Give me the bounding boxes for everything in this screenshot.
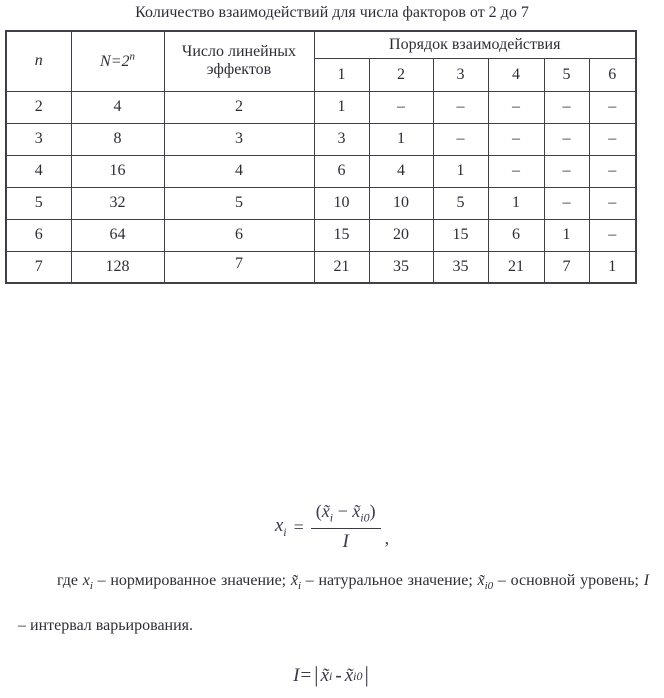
table-cell: – bbox=[369, 91, 433, 123]
table-cell: 1 bbox=[369, 123, 433, 155]
abs-bar-open: | bbox=[314, 662, 319, 687]
paragraph-part: i bbox=[89, 580, 93, 593]
paragraph-part: x bbox=[82, 572, 90, 589]
col-header-order-1: 1 bbox=[314, 58, 369, 91]
table-row bbox=[6, 251, 636, 283]
table-cell: 21 bbox=[488, 251, 544, 283]
paragraph-part: – нормированное значение; bbox=[92, 572, 291, 589]
table-title: Количество взаимодействий для числа факторов от 2 до 7 bbox=[135, 4, 529, 21]
definitions-paragraph bbox=[18, 561, 649, 646]
table-cell: 5 bbox=[433, 187, 488, 219]
col-header-linear-effects: Число линейных эффектов bbox=[164, 31, 314, 91]
minus-sign: - bbox=[335, 665, 342, 686]
paragraph-part: – натуральное значение; bbox=[301, 572, 478, 589]
table-cell: 7 bbox=[544, 251, 589, 283]
table-cell: 2 bbox=[164, 91, 314, 123]
interval-x2: x̃ bbox=[344, 665, 354, 686]
table-cell: 2 bbox=[6, 91, 71, 123]
equals-sign: = bbox=[293, 516, 304, 537]
table-cell: 10 bbox=[369, 187, 433, 219]
formula-comma: , bbox=[384, 528, 390, 548]
table-cell: 15 bbox=[314, 219, 369, 251]
formula-interval: I = | x̃ i - x̃ i0 | bbox=[293, 662, 369, 687]
col-header-n bbox=[6, 31, 71, 91]
table-cell: 3 bbox=[6, 123, 71, 155]
table-cell: 35 bbox=[433, 251, 488, 283]
abs-bar-close: | bbox=[364, 662, 369, 687]
table-cell: 7 bbox=[164, 251, 314, 283]
table-cell: 10 bbox=[314, 187, 369, 219]
col-header-order-6: 6 bbox=[589, 58, 636, 91]
table-row bbox=[6, 187, 636, 219]
table-row bbox=[6, 219, 636, 251]
table-cell: 35 bbox=[369, 251, 433, 283]
table-cell: – bbox=[433, 123, 488, 155]
table-cell: – bbox=[433, 91, 488, 123]
table-cell: – bbox=[488, 155, 544, 187]
interval-lhs: I bbox=[293, 665, 300, 686]
col-header-N-superscript: n bbox=[129, 51, 135, 64]
col-header-order-4: 4 bbox=[488, 58, 544, 91]
table-cell: 16 bbox=[71, 155, 164, 187]
table-cell: – bbox=[544, 187, 589, 219]
interval-x1: x̃ bbox=[320, 665, 330, 686]
interactions-table bbox=[5, 30, 637, 284]
col-header-N bbox=[71, 31, 164, 91]
table-cell: 4 bbox=[71, 91, 164, 123]
table-row bbox=[6, 91, 636, 123]
table-cell: – bbox=[488, 123, 544, 155]
table-cell: 20 bbox=[369, 219, 433, 251]
table-cell: – bbox=[589, 219, 636, 251]
col-header-order-3: 3 bbox=[433, 58, 488, 91]
table-cell: 64 bbox=[71, 219, 164, 251]
table-cell: 5 bbox=[164, 187, 314, 219]
col-header-order-2: 2 bbox=[369, 58, 433, 91]
table-cell: – bbox=[589, 155, 636, 187]
table-cell: 32 bbox=[71, 187, 164, 219]
table-cell: 6 bbox=[488, 219, 544, 251]
fraction bbox=[311, 501, 381, 554]
col-header-n-label: n bbox=[34, 52, 43, 70]
paragraph-part: где bbox=[57, 572, 83, 589]
table-cell: 15 bbox=[433, 219, 488, 251]
table-cell: 1 bbox=[544, 219, 589, 251]
paragraph-part: – основной уровень; bbox=[493, 572, 644, 589]
fraction-denominator: I bbox=[342, 531, 349, 553]
table-cell: 1 bbox=[433, 155, 488, 187]
table-cell: 4 bbox=[369, 155, 433, 187]
paragraph-part: x̃ bbox=[290, 572, 298, 589]
table-row bbox=[6, 155, 636, 187]
table-cell: – bbox=[589, 91, 636, 123]
table-cell: 7 bbox=[6, 251, 71, 283]
equals-sign: = bbox=[300, 665, 312, 686]
paragraph-part: – интервал варьирования. bbox=[18, 617, 194, 635]
table-body bbox=[6, 91, 636, 283]
table-cell: 21 bbox=[314, 251, 369, 283]
table-cell: 3 bbox=[314, 123, 369, 155]
formula-lhs: $x_i$ bbox=[274, 514, 287, 539]
col-header-N-label: $N=2^n$ bbox=[100, 51, 135, 71]
table-cell: 1 bbox=[314, 91, 369, 123]
table-row bbox=[6, 123, 636, 155]
table-cell: 4 bbox=[6, 155, 71, 187]
table-cell: 8 bbox=[71, 123, 164, 155]
table-cell: 3 bbox=[164, 123, 314, 155]
table-cell: – bbox=[589, 187, 636, 219]
table-cell: 1 bbox=[589, 251, 636, 283]
table-cell: – bbox=[544, 155, 589, 187]
paragraph-part: I bbox=[643, 572, 650, 589]
formula-normalized-value bbox=[0, 497, 664, 557]
fraction-numerator: ($x̃_i$ − $x̃_{i0}$) bbox=[311, 501, 381, 530]
table-cell: 5 bbox=[6, 187, 71, 219]
table-cell: – bbox=[589, 123, 636, 155]
col-header-order-5: 5 bbox=[544, 58, 589, 91]
table-cell: 6 bbox=[314, 155, 369, 187]
table-cell: 6 bbox=[164, 219, 314, 251]
table-cell: – bbox=[488, 91, 544, 123]
table-cell: 4 bbox=[164, 155, 314, 187]
table-cell: 6 bbox=[6, 219, 71, 251]
table-cell: 128 bbox=[71, 251, 164, 283]
table-cell: 1 bbox=[488, 187, 544, 219]
table-cell: – bbox=[544, 91, 589, 123]
paragraph-part: i0 bbox=[484, 580, 494, 593]
col-header-interaction-order: Порядок взаимодействия bbox=[314, 31, 636, 58]
paragraph-part: x̃ bbox=[477, 572, 485, 589]
paragraph-part: i bbox=[297, 580, 302, 593]
table-cell: – bbox=[544, 123, 589, 155]
